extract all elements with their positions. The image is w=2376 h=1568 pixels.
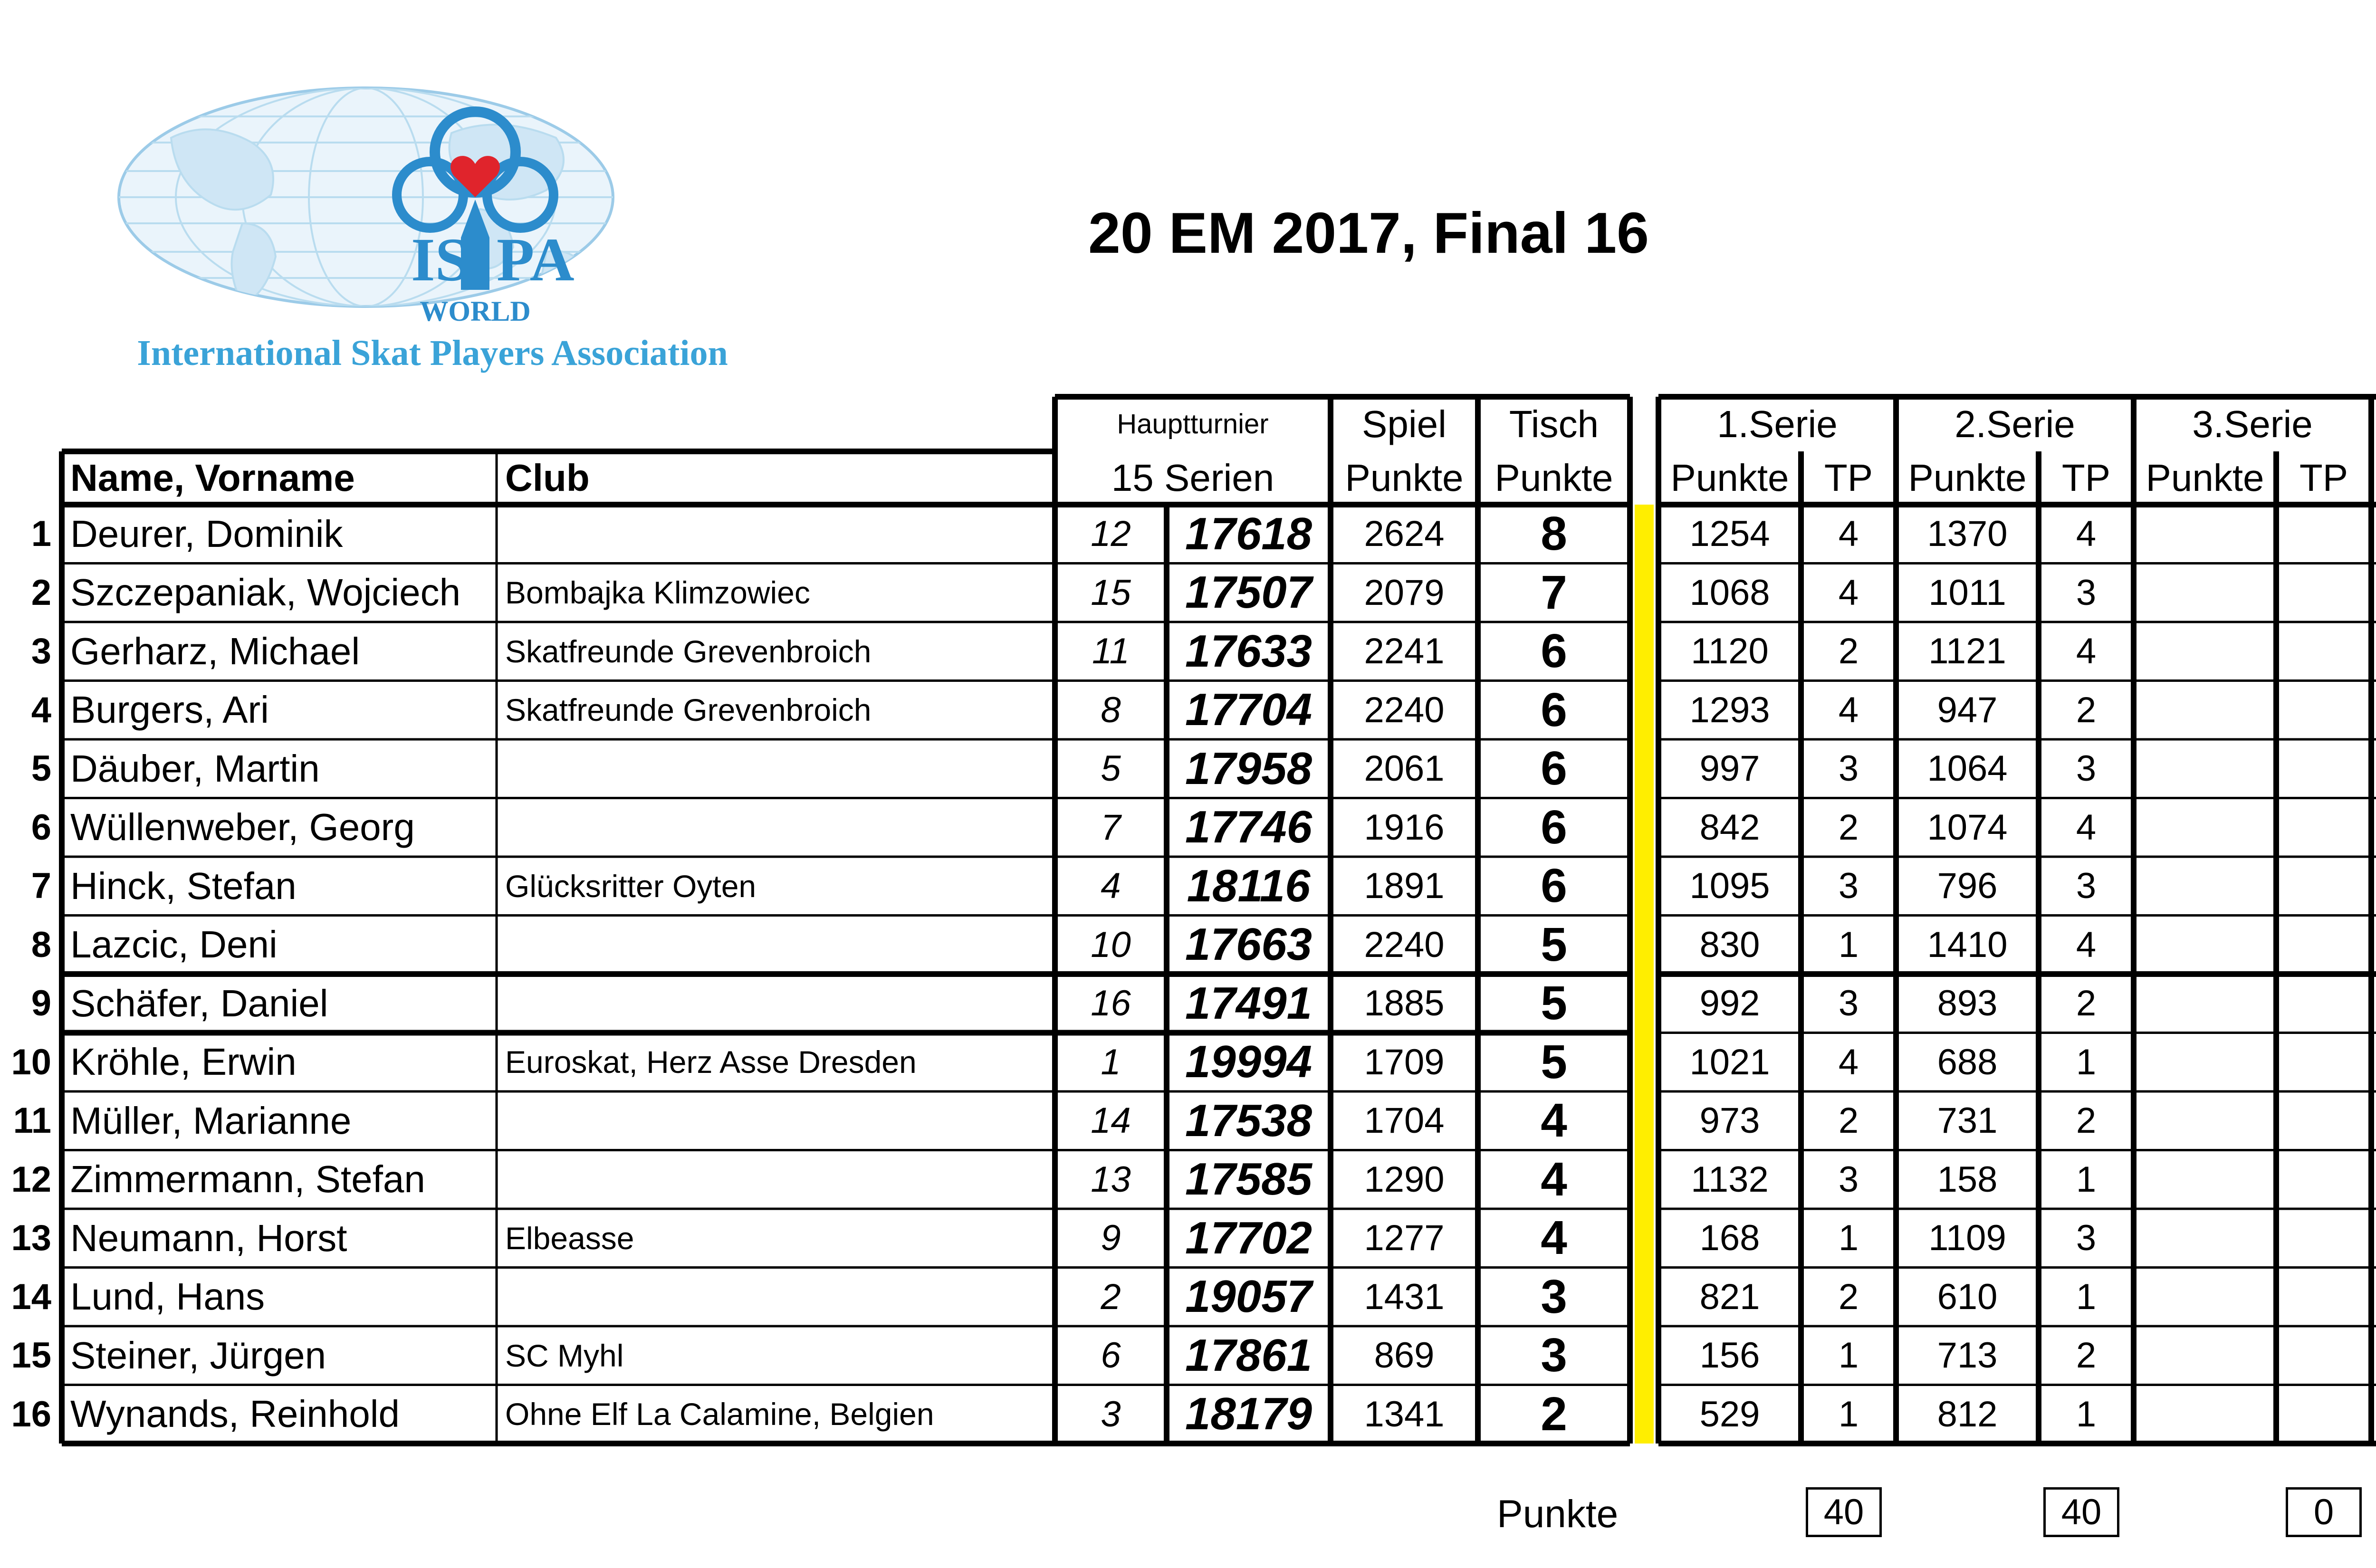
row-name: Zimmermann, Stefan	[70, 1158, 425, 1201]
yellow-separator	[1635, 505, 1654, 1444]
brand-left: IS	[411, 226, 469, 294]
row-spiel-punkte: 1341	[1364, 1394, 1445, 1434]
row-serie-2-punkte: 893	[1937, 983, 1998, 1024]
row-serie-2-tp: 4	[2076, 807, 2097, 848]
row-club	[497, 1150, 1055, 1209]
row-club: SC Myhl	[505, 1338, 624, 1373]
row-tisch-punkte: 6	[1541, 683, 1567, 736]
row-hauptturnier-points: 19994	[1185, 1036, 1312, 1088]
row-serie-1-punkte: 997	[1699, 748, 1760, 789]
row-rank: 2	[31, 572, 51, 613]
row-name: Hinck, Stefan	[70, 864, 297, 907]
row-spiel-punkte: 1709	[1364, 1042, 1445, 1082]
row-spiel-punkte: 1891	[1364, 866, 1445, 907]
row-rank: 15	[11, 1335, 51, 1376]
row-serie-1-punkte: 529	[1699, 1394, 1760, 1434]
row-spiel-punkte: 869	[1374, 1335, 1435, 1376]
row-hauptturnier-points: 17618	[1185, 508, 1312, 559]
row-hauptturnier-rank: 9	[1101, 1218, 1121, 1259]
row-serie-2-punkte: 1109	[1928, 1218, 2006, 1259]
row-serie-2-punkte: 1074	[1927, 807, 2008, 848]
row-serie-2-tp: 3	[2076, 1218, 2097, 1259]
row-serie-1-punkte: 1068	[1689, 572, 1770, 613]
row-name: Lund, Hans	[70, 1275, 265, 1318]
row-serie-1-punkte: 830	[1699, 924, 1760, 965]
row-serie-2-tp: 1	[2076, 1394, 2097, 1434]
row-name: Wüllenweber, Georg	[70, 806, 415, 849]
row-club	[497, 1091, 1055, 1150]
row-rank: 12	[11, 1159, 51, 1200]
totals-label: Punkte	[1497, 1492, 1619, 1536]
row-serie-1-punkte: 1095	[1689, 866, 1770, 907]
row-serie-2-tp: 4	[2076, 514, 2097, 555]
row-tisch-punkte: 3	[1541, 1270, 1567, 1323]
header-club: Club	[505, 457, 590, 499]
header-hauptturnier: Hauptturnier	[1117, 409, 1269, 440]
row-rank: 5	[31, 748, 51, 789]
row-hauptturnier-points: 17958	[1185, 743, 1312, 794]
row-serie-2-tp: 2	[2076, 1100, 2097, 1141]
header-tisch-punkte: Punkte	[1495, 457, 1613, 499]
row-serie-2-tp: 2	[2076, 689, 2097, 730]
row-spiel-punkte: 2240	[1364, 924, 1445, 965]
row-serie-2-tp: 1	[2076, 1042, 2097, 1082]
row-rank: 10	[11, 1042, 51, 1082]
row-serie-2-punkte: 796	[1937, 866, 1998, 907]
row-serie-1-tp: 4	[1838, 572, 1859, 613]
row-serie-1-tp: 3	[1838, 748, 1859, 789]
row-serie-2-punkte: 688	[1937, 1042, 1998, 1082]
row-hauptturnier-rank: 7	[1101, 807, 1121, 848]
row-serie-2-punkte: 158	[1937, 1159, 1998, 1200]
row-serie-2-punkte: 610	[1937, 1276, 1998, 1317]
row-hauptturnier-points: 17702	[1185, 1212, 1312, 1263]
row-serie-1-tp: 4	[1838, 689, 1859, 730]
header-serie-3-punkte: Punkte	[2146, 457, 2264, 499]
row-spiel-punkte: 2079	[1364, 572, 1445, 613]
row-serie-1-tp: 3	[1838, 866, 1859, 907]
row-rank: 9	[31, 983, 51, 1024]
row-serie-1-tp: 4	[1838, 514, 1859, 555]
row-serie-2-punkte: 1370	[1927, 514, 2008, 555]
row-tisch-punkte: 6	[1541, 859, 1567, 913]
header-serie-3: 3.Serie	[2192, 402, 2313, 445]
row-tisch-punkte: 6	[1541, 800, 1567, 854]
row-serie-2-punkte: 1410	[1927, 924, 2008, 965]
row-serie-2-tp: 4	[2076, 631, 2097, 672]
header-serie-1-punkte: Punkte	[1670, 457, 1789, 499]
row-serie-1-punkte: 1021	[1689, 1042, 1770, 1082]
header-serie-2-tp: TP	[2061, 457, 2111, 499]
row-hauptturnier-points: 17861	[1185, 1329, 1312, 1381]
row-serie-2-tp: 3	[2076, 748, 2097, 789]
row-serie-1-tp: 2	[1838, 631, 1859, 672]
row-tisch-punkte: 3	[1541, 1329, 1567, 1382]
row-club	[497, 916, 1055, 975]
row-spiel-punkte: 1704	[1364, 1100, 1445, 1141]
row-serie-2-punkte: 731	[1937, 1100, 1998, 1141]
row-serie-2-tp: 4	[2076, 924, 2097, 965]
row-rank: 8	[31, 924, 51, 965]
row-name: Wynands, Reinhold	[70, 1393, 400, 1435]
row-serie-2-tp: 2	[2076, 983, 2097, 1024]
row-tisch-punkte: 6	[1541, 742, 1567, 795]
row-serie-1-tp: 2	[1838, 1100, 1859, 1141]
row-hauptturnier-rank: 10	[1091, 924, 1131, 965]
row-tisch-punkte: 6	[1541, 624, 1567, 678]
row-name: Schäfer, Daniel	[70, 982, 328, 1024]
row-rank: 6	[31, 807, 51, 848]
row-spiel-punkte: 2241	[1364, 631, 1445, 672]
row-hauptturnier-rank: 3	[1101, 1394, 1121, 1434]
header-serien: 15 Serien	[1111, 457, 1274, 499]
row-hauptturnier-points: 18179	[1185, 1388, 1312, 1440]
row-serie-2-tp: 1	[2076, 1276, 2097, 1317]
row-serie-2-tp: 1	[2076, 1159, 2097, 1200]
row-tisch-punkte: 4	[1541, 1152, 1567, 1206]
header-serie-2: 2.Serie	[1954, 402, 2075, 445]
row-hauptturnier-points: 17746	[1185, 802, 1312, 853]
total-serie-2: 40	[2043, 1487, 2119, 1537]
row-serie-1-tp: 4	[1838, 1042, 1859, 1082]
row-rank: 14	[11, 1276, 51, 1317]
total-serie-1: 40	[1806, 1487, 1882, 1537]
header-spiel: Spiel	[1362, 402, 1447, 445]
row-serie-1-tp: 3	[1838, 1159, 1859, 1200]
row-name: Szczepaniak, Wojciech	[70, 571, 461, 614]
row-hauptturnier-points: 17538	[1185, 1095, 1312, 1146]
row-serie-1-punkte: 1293	[1689, 689, 1770, 730]
row-serie-1-tp: 1	[1838, 924, 1859, 965]
row-tisch-punkte: 5	[1541, 976, 1567, 1030]
row-name: Neumann, Horst	[70, 1216, 347, 1259]
header-serie-1-tp: TP	[1824, 457, 1873, 499]
row-serie-1-punkte: 168	[1699, 1218, 1760, 1259]
row-rank: 7	[31, 866, 51, 907]
row-rank: 4	[31, 689, 51, 730]
row-hauptturnier-rank: 16	[1091, 983, 1131, 1024]
row-name: Gerharz, Michael	[70, 630, 360, 672]
row-serie-1-tp: 1	[1838, 1218, 1859, 1259]
row-spiel-punkte: 2061	[1364, 748, 1445, 789]
row-hauptturnier-points: 19057	[1185, 1271, 1312, 1322]
row-serie-2-tp: 2	[2076, 1335, 2097, 1376]
row-tisch-punkte: 4	[1541, 1094, 1567, 1147]
header-tisch: Tisch	[1509, 402, 1599, 445]
row-hauptturnier-points: 18116	[1187, 860, 1311, 911]
page-title: 20 EM 2017, Final 16	[1088, 201, 1649, 265]
row-club	[497, 974, 1055, 1033]
row-rank: 13	[11, 1218, 51, 1259]
row-hauptturnier-rank: 5	[1101, 748, 1121, 789]
row-hauptturnier-points: 17663	[1185, 919, 1312, 970]
row-club: Skatfreunde Grevenbroich	[505, 692, 872, 728]
row-spiel-punkte: 1885	[1364, 983, 1445, 1024]
row-serie-1-tp: 2	[1838, 807, 1859, 848]
row-hauptturnier-rank: 4	[1101, 866, 1121, 907]
row-tisch-punkte: 5	[1541, 1035, 1567, 1089]
row-serie-1-punkte: 821	[1699, 1276, 1760, 1317]
row-hauptturnier-rank: 15	[1091, 572, 1131, 613]
row-tisch-punkte: 8	[1541, 507, 1567, 561]
row-hauptturnier-rank: 13	[1091, 1159, 1131, 1200]
row-club: Glücksritter Oyten	[505, 868, 757, 904]
row-spiel-punkte: 1277	[1364, 1218, 1445, 1259]
header-serie-3-tp: TP	[2299, 457, 2348, 499]
row-serie-1-tp: 1	[1838, 1394, 1859, 1434]
row-hauptturnier-rank: 14	[1091, 1100, 1131, 1141]
row-serie-2-punkte: 1121	[1928, 631, 2006, 672]
row-serie-2-punkte: 812	[1937, 1394, 1998, 1434]
logo-world: WORLD	[420, 296, 531, 327]
header-name: Name, Vorname	[70, 457, 355, 499]
row-serie-2-punkte: 713	[1937, 1335, 1998, 1376]
row-club: Ohne Elf La Calamine, Belgien	[505, 1396, 934, 1432]
row-club	[497, 798, 1055, 857]
header-spiel-punkte: Punkte	[1345, 457, 1464, 499]
row-name: Lazcic, Deni	[70, 923, 278, 966]
row-hauptturnier-points: 17704	[1185, 684, 1312, 736]
row-hauptturnier-points: 17507	[1185, 567, 1312, 618]
row-hauptturnier-rank: 12	[1091, 514, 1131, 555]
org-name: International Skat Players Association	[137, 333, 728, 373]
row-serie-1-punkte: 1254	[1689, 514, 1770, 555]
row-hauptturnier-points: 17633	[1185, 625, 1312, 677]
row-serie-2-tp: 3	[2076, 572, 2097, 613]
row-serie-2-tp: 3	[2076, 866, 2097, 907]
row-club: Elbeasse	[505, 1220, 634, 1256]
row-serie-1-punkte: 1132	[1691, 1159, 1769, 1200]
row-hauptturnier-points: 17491	[1185, 977, 1312, 1029]
row-serie-1-punkte: 1120	[1691, 631, 1769, 672]
row-club: Bombajka Klimzowiec	[505, 575, 810, 611]
row-serie-1-punkte: 992	[1699, 983, 1760, 1024]
row-spiel-punkte: 2240	[1364, 689, 1445, 730]
row-serie-1-punkte: 842	[1699, 807, 1760, 848]
header-serie-4	[2371, 397, 2376, 451]
row-serie-1-tp: 3	[1838, 983, 1859, 1024]
row-club	[497, 739, 1055, 798]
row-hauptturnier-points: 17585	[1185, 1154, 1312, 1205]
row-serie-1-tp: 2	[1838, 1276, 1859, 1317]
row-serie-1-tp: 1	[1838, 1335, 1859, 1376]
row-name: Müller, Marianne	[70, 1099, 352, 1142]
row-name: Kröhle, Erwin	[70, 1041, 297, 1083]
row-rank: 1	[31, 514, 51, 555]
row-rank: 3	[31, 631, 51, 672]
row-hauptturnier-rank: 8	[1101, 689, 1121, 730]
row-rank: 11	[13, 1100, 51, 1141]
row-club	[497, 1268, 1055, 1327]
row-name: Steiner, Jürgen	[70, 1334, 326, 1377]
row-serie-2-punkte: 947	[1937, 689, 1998, 730]
row-name: Burgers, Ari	[70, 688, 269, 731]
row-club: Euroskat, Herz Asse Dresden	[505, 1044, 917, 1080]
header-serie-1: 1.Serie	[1717, 402, 1838, 445]
row-name: Däuber, Martin	[70, 747, 320, 790]
total-serie-3: 0	[2286, 1487, 2362, 1537]
row-rank: 16	[11, 1394, 51, 1434]
row-hauptturnier-rank: 1	[1101, 1042, 1121, 1082]
row-spiel-punkte: 1431	[1364, 1276, 1445, 1317]
header-serie-4-punkte	[2371, 451, 2376, 505]
row-club: Skatfreunde Grevenbroich	[505, 633, 872, 669]
row-tisch-punkte: 2	[1541, 1387, 1567, 1441]
row-spiel-punkte: 1290	[1364, 1159, 1445, 1200]
row-club	[497, 505, 1055, 564]
row-name: Deurer, Dominik	[70, 512, 343, 555]
row-serie-2-punkte: 1011	[1928, 572, 2006, 613]
row-serie-1-punkte: 973	[1699, 1100, 1760, 1141]
row-hauptturnier-rank: 11	[1092, 631, 1130, 672]
header-serie-2-punkte: Punkte	[1908, 457, 2027, 499]
row-tisch-punkte: 4	[1541, 1211, 1567, 1265]
row-hauptturnier-rank: 6	[1101, 1335, 1121, 1376]
brand-right: PA	[497, 226, 575, 294]
row-spiel-punkte: 2624	[1364, 514, 1445, 555]
row-hauptturnier-rank: 2	[1101, 1276, 1121, 1317]
row-serie-2-punkte: 1064	[1927, 748, 2008, 789]
row-tisch-punkte: 5	[1541, 918, 1567, 971]
row-tisch-punkte: 7	[1541, 565, 1567, 619]
row-serie-1-punkte: 156	[1699, 1335, 1760, 1376]
row-spiel-punkte: 1916	[1364, 807, 1445, 848]
